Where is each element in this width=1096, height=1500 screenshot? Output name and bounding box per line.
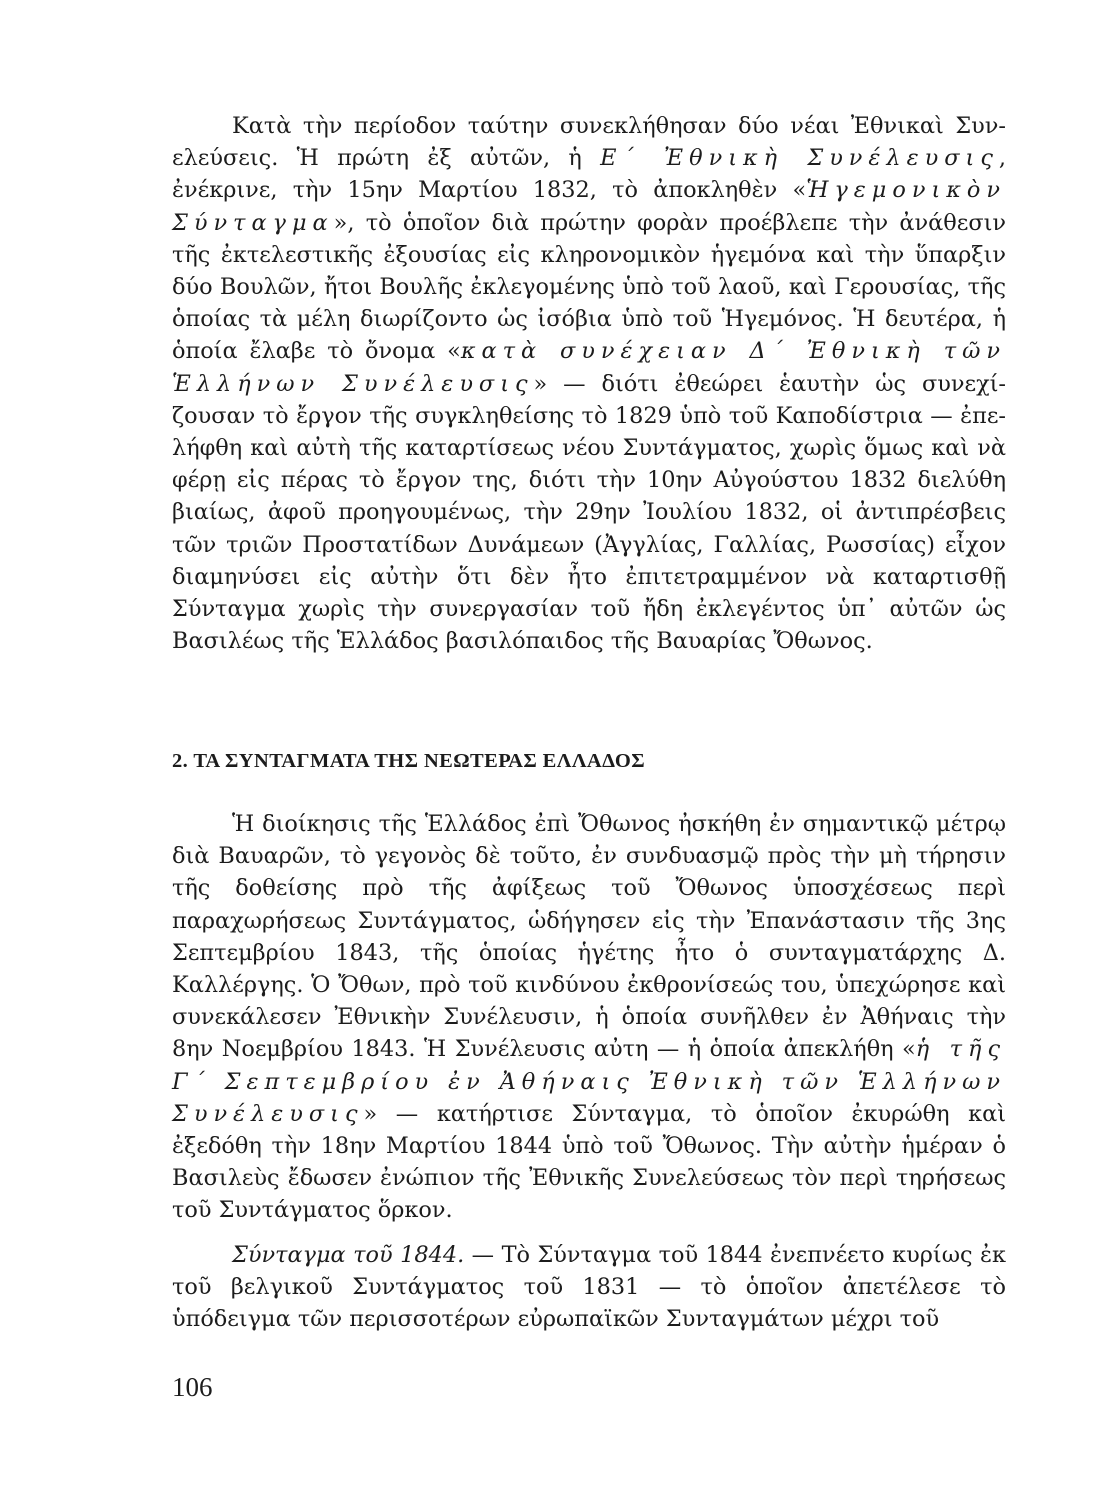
paragraph3-text-1: — Τὸ Σύνταγμα τοῦ 1844 ἐνεπνέετο κυρίως ἐκ τοῦ βελγικοῦ Συντάγματος τοῦ 1831 — τὸ ὁποῖον ἀπετέλεσε τὸ ὑπόδειγμα τῶν περισσοτέρων εὐρωπαϊκῶν Συνταγμάτων μέχρι τοῦ — [172, 1242, 1006, 1333]
page-number: 106 — [172, 1372, 213, 1402]
paragraph-national-assemblies — [172, 110, 1006, 657]
paragraph2-text-2: » — κατήρτισε Σύνταγμα, τὸ ὁποῖον ἐκυρώθη καὶ ἐξεδόθη τὴν 18ην Μαρτίου 1844 ὑπὸ τοῦ Ὄθωνος. Τὴν αὐτὴν ἡμέραν ὁ Βασιλεὺς ἔδωσεν ἐνώπιον τῆς Ἐθνικῆς Συνελεύσεως τὸν περὶ τηρήσεως τοῦ Συντάγματος ὅρκον. — [172, 1100, 1006, 1224]
third-september-assembly-term: ἡ τῆς Γ΄ Σεπτεμβρίου ἐν Ἀθήναις Ἐθνικὴ τῶν Ἑλλήνων Συνέλευσις — [172, 1036, 1006, 1127]
fourth-national-assembly-term: κατὰ συνέχειαν Δ΄ Ἐθνικὴ τῶν Ἑλλήνων Συνέλευσις — [172, 338, 1006, 397]
paragraph2-text-1: Ἡ διοίκησις τῆς Ἑλλάδος ἐπὶ Ὄθωνος ἠσκήθη ἐν σημαντικῷ μέτρῳ διὰ Βαυαρῶν, τὸ γεγονὸς δὲ τοῦτο, ἐν συνδυασμῷ πρὸς τὴν μὴ τήρησιν τῆς δοθείσης πρὸ τῆς ἀφίξεως τοῦ Ὄθωνος ὑποσχέσεως περὶ παραχωρήσεως Συντάγματος, ὡδήγησεν εἰς τὴν Ἐπανάστασιν τῆς 3ης Σεπτεμβρίου 1843, τῆς ὁποίας ἡγέτης ἦτο ὁ συνταγματάρχης Δ. Καλλέργης. Ὁ Ὄθων, πρὸ τοῦ κινδύνου ἐκθρονίσεώς του, ὑπεχώρησε καὶ συνεκάλεσεν Ἐθνικὴν Συνέλευσιν, ἡ ὁποία συνῆλθεν ἐν Ἀθήναις τὴν 8ην Νοεμβρίου 1843. Ἡ Συνέλευσις αὐτη — ἡ ὁποία ἀπεκλήθη « — [172, 811, 1006, 1063]
paragraph1-text-3: », τὸ ὁποῖον διὰ πρώτην φορὰν προέβλεπε τὴν ἀνάθεσιν τῆς ἐκτελεστικῆς ἐξουσίας εἰς κληρονομικὸν ἡγεμόνα καὶ τὴν ὕπαρξιν δύο Βουλῶν, ἤτοι Βουλῆς ἐκλεγομένης ὑπὸ τοῦ λαοῦ, καὶ Γερουσίας, τῆς ὁποίας τὰ μέλη διωρίζοντο ὡς ἰσόβια ὑπὸ τοῦ Ἡγεμόνος. Ἡ δευτέρα, ἡ ὁποία ἔλαβε τὸ ὄνομα « — [172, 209, 1006, 365]
constitution-1844-title: Σύνταγμα τοῦ 1844. — [232, 1242, 465, 1268]
paragraph1-text-1: Κατὰ τὴν περίοδον ταύτην συνεκλήθησαν δύο νέαι Ἐθνικαὶ Συνελεύσεις. Ἡ πρώτη ἐξ αὐτῶν, ἡ — [172, 113, 1006, 172]
paragraph1-text-2: , ἐνέκρινε, τὴν 15ην Μαρτίου 1832, τὸ ἀποκληθὲν « — [172, 145, 1006, 204]
fifth-national-assembly-term: Ε΄ Ἐθνικὴ Συνέλευσις — [600, 145, 999, 172]
hegemonic-constitution-term: Ἡγεμονικὸν Σύνταγμα — [172, 177, 1006, 236]
paragraph1-text-4: » — διότι ἐθεώρει ἑαυτὴν ὡς συνεχίζουσαν τὸ ἔργον τῆς συγκληθείσης τὸ 1829 ὑπὸ τοῦ Καποδίστρια — ἐπελήφθη καὶ αὐτὴ τῆς καταρτίσεως νέου Συντάγματος, χωρὶς ὅμως καὶ νὰ φέρῃ εἰς πέρας τὸ ἔργον της, διότι τὴν 10ην Αὐγούστου 1832 διελύθη βιαίως, ἀφοῦ προηγουμένως, τὴν 29ην Ἰουλίου 1832, οἱ ἀντιπρέσβεις τῶν τριῶν Προστατίδων Δυνάμεων (Ἀγγλίας, Γαλλίας, Ρωσσίας) εἶχον διαμηνύσει εἰς αὐτὴν ὅτι δὲν ἦτο ἐπιτετραμμένον νὰ καταρτισθῇ Σύνταγμα χωρὶς τὴν συνεργασίαν τοῦ ἤδη ἐκλεγέντος ὑπ᾽ αὐτῶν ὡς Βασιλέως τῆς Ἑλλάδος βασιλόπαιδος τῆς Βαυαρίας Ὄθωνος. — [172, 370, 1006, 655]
page-body — [172, 110, 1006, 1333]
paragraph-otto-administration — [172, 808, 1006, 1227]
paragraph-constitution-1844 — [172, 1239, 1006, 1336]
section-heading: 2. ΤΑ ΣΥΝΤΑΓΜΑΤΑ ΤΗΣ ΝΕΩΤΕΡΑΣ ΕΛΛΑΔΟΣ — [172, 750, 646, 772]
